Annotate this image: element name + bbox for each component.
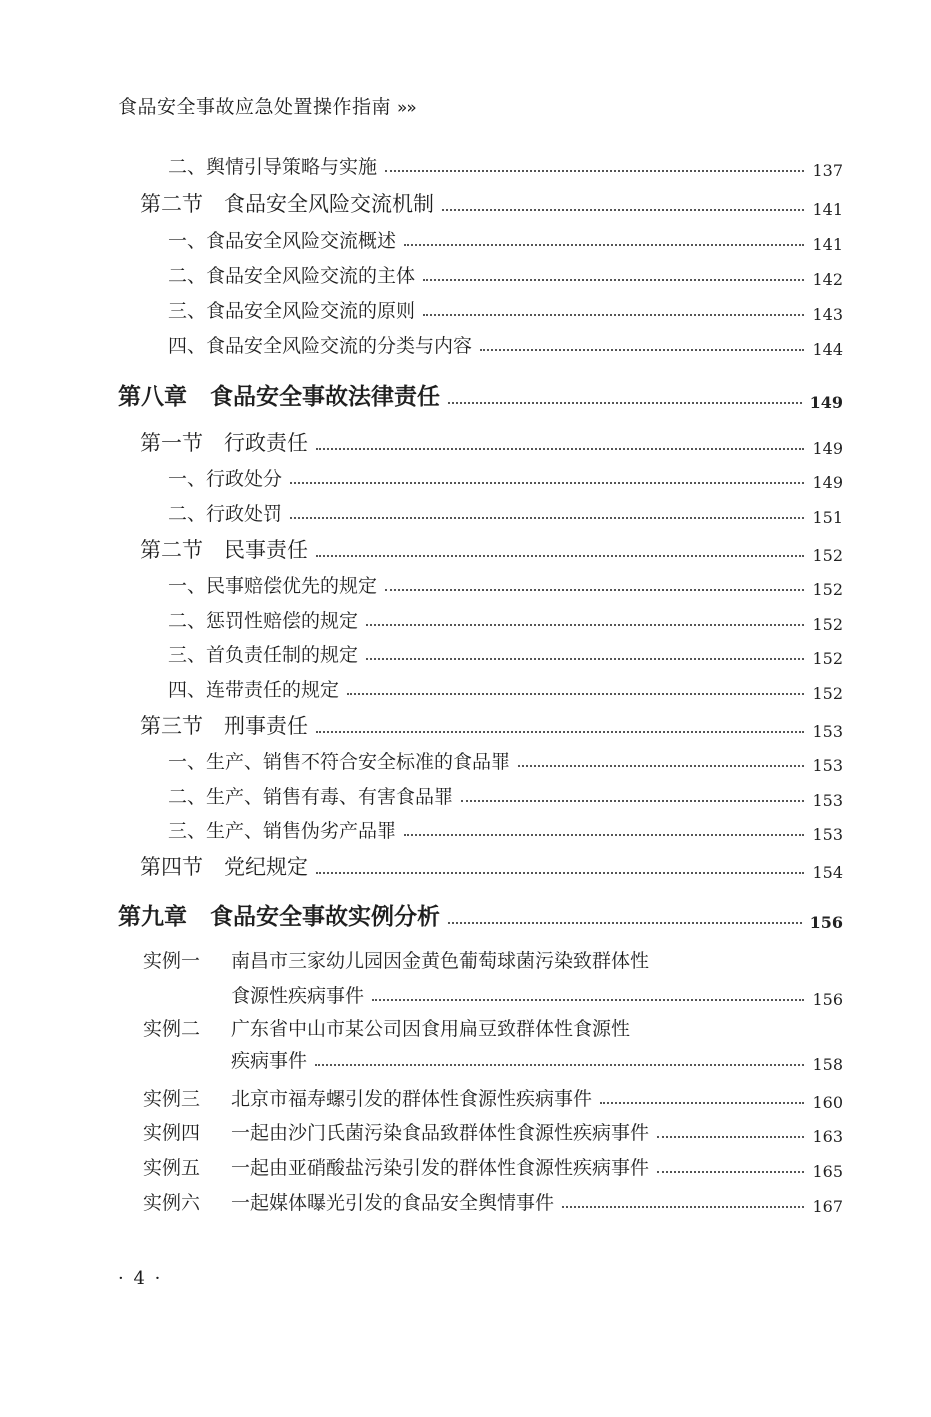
- case-title-line: 一起媒体曝光引发的食品安全舆情事件: [231, 1192, 555, 1214]
- toc-entry-label: 四、连带责任的规定: [168, 679, 340, 701]
- toc-entry-label: 三、首负责任制的规定: [168, 644, 359, 666]
- dot-leader: [316, 872, 804, 874]
- toc-entry-page: 143: [812, 305, 843, 324]
- toc-section-label: 第二节 食品安全风险交流机制: [140, 192, 434, 216]
- dot-leader: [442, 209, 804, 211]
- dot-leader: [385, 589, 804, 591]
- page-number: · 4 ·: [118, 1268, 163, 1289]
- toc-case-page: 165: [812, 1162, 843, 1181]
- dot-leader: [316, 555, 804, 557]
- toc-entry[interactable]: [168, 782, 843, 809]
- dot-leader: [290, 517, 804, 519]
- toc-entry-page: 152: [812, 615, 843, 634]
- case-title-line: 一起由沙门氏菌污染食品致群体性食源性疾病事件: [231, 1122, 650, 1144]
- dot-leader: [372, 999, 804, 1001]
- toc-entry-page: 137: [812, 161, 843, 180]
- toc-section[interactable]: [140, 534, 843, 564]
- toc-entry-label: 一、行政处分: [168, 468, 283, 490]
- dot-leader: [448, 922, 802, 924]
- case-title-line: 疾病事件: [231, 1050, 308, 1072]
- dot-leader: [315, 1064, 804, 1066]
- dot-leader: [657, 1136, 804, 1138]
- toc-entry-page: 151: [812, 508, 843, 527]
- case-id: 实例三: [143, 1088, 201, 1110]
- toc-case-page: 167: [812, 1197, 843, 1216]
- case-title-line: 食源性疾病事件: [231, 985, 365, 1007]
- toc-entry-page: 152: [812, 684, 843, 703]
- toc-chapter-label: 第八章 食品安全事故法律责任: [118, 384, 440, 410]
- toc-entry[interactable]: [168, 226, 843, 253]
- toc-case[interactable]: [231, 1084, 843, 1111]
- toc-section[interactable]: [140, 188, 843, 218]
- toc-entry-label: 一、民事赔偿优先的规定: [168, 575, 378, 597]
- case-title-line: 北京市福寿螺引发的群体性食源性疾病事件: [231, 1088, 593, 1110]
- dot-leader: [385, 170, 804, 172]
- toc-entry[interactable]: [168, 747, 843, 774]
- toc-section-page: 152: [812, 546, 843, 565]
- toc-entry[interactable]: [168, 152, 843, 179]
- dot-leader: [480, 349, 804, 351]
- toc-chapter-page: 149: [809, 393, 843, 412]
- toc-entry[interactable]: [168, 571, 843, 598]
- toc-case-page: 163: [812, 1127, 843, 1146]
- toc-entry-page: 152: [812, 580, 843, 599]
- toc-entry-label: 一、食品安全风险交流概述: [168, 230, 397, 252]
- toc-entry-label: 一、生产、销售不符合安全标准的食品罪: [168, 751, 511, 773]
- toc-case[interactable]: [231, 1153, 843, 1180]
- toc-entry-label: 四、食品安全风险交流的分类与内容: [168, 335, 473, 357]
- chevrons-icon: »»: [397, 98, 416, 118]
- toc-entry-page: 153: [812, 825, 843, 844]
- toc-chapter-page: 156: [809, 913, 843, 932]
- toc-section-label: 第一节 行政责任: [140, 431, 308, 455]
- toc-section-page: 154: [812, 863, 843, 882]
- toc-entry[interactable]: [168, 296, 843, 323]
- toc-entry[interactable]: [168, 640, 843, 667]
- dot-leader: [657, 1171, 804, 1173]
- toc-entry[interactable]: [168, 331, 843, 358]
- dot-leader: [366, 658, 804, 660]
- toc-entry-label: 三、食品安全风险交流的原则: [168, 300, 416, 322]
- case-id: 实例四: [143, 1122, 201, 1144]
- toc-entry-page: 144: [812, 340, 843, 359]
- dot-leader: [316, 731, 804, 733]
- toc-entry-label: 二、食品安全风险交流的主体: [168, 265, 416, 287]
- toc-case-page: 156: [812, 990, 843, 1009]
- dot-leader: [600, 1102, 804, 1104]
- toc-entry-page: 142: [812, 270, 843, 289]
- toc-case[interactable]: [231, 1188, 843, 1215]
- toc-section-label: 第二节 民事责任: [140, 538, 308, 562]
- toc-case-page: 158: [812, 1055, 843, 1074]
- toc-entry-page: 152: [812, 649, 843, 668]
- running-header: [118, 92, 416, 119]
- dot-leader: [404, 834, 804, 836]
- toc-entry[interactable]: [168, 816, 843, 843]
- dot-leader: [366, 624, 804, 626]
- dot-leader: [290, 482, 804, 484]
- book-title: 食品安全事故应急处置操作指南: [118, 96, 392, 118]
- toc-entry-label: 二、舆情引导策略与实施: [168, 156, 378, 178]
- toc-section-label: 第四节 党纪规定: [140, 855, 308, 879]
- case-title-line: 一起由亚硝酸盐污染引发的群体性食源性疾病事件: [231, 1157, 650, 1179]
- toc-entry-page: 149: [812, 473, 843, 492]
- dot-leader: [448, 402, 802, 404]
- toc-entry-label: 三、生产、销售伪劣产品罪: [168, 820, 397, 842]
- toc-case[interactable]: [231, 1046, 843, 1073]
- case-title-line[interactable]: 广东省中山市某公司因食用扁豆致群体性食源性: [231, 1018, 631, 1040]
- dot-leader: [404, 244, 804, 246]
- case-id: 实例五: [143, 1157, 201, 1179]
- dot-leader: [347, 693, 804, 695]
- toc-case[interactable]: [231, 1118, 843, 1145]
- toc-section-page: 149: [812, 439, 843, 458]
- case-id: 实例一: [143, 950, 201, 972]
- toc-section-page: 153: [812, 722, 843, 741]
- toc-section-page: 141: [812, 200, 843, 219]
- toc-chapter-label: 第九章 食品安全事故实例分析: [118, 904, 440, 930]
- toc-entry-page: 141: [812, 235, 843, 254]
- toc-chapter[interactable]: [118, 378, 843, 411]
- toc-entry[interactable]: [168, 675, 843, 702]
- dot-leader: [423, 279, 804, 281]
- dot-leader: [316, 448, 804, 450]
- dot-leader: [518, 765, 804, 767]
- toc-entry-label: 二、惩罚性赔偿的规定: [168, 610, 359, 632]
- toc-case[interactable]: [231, 981, 843, 1008]
- toc-section[interactable]: [140, 710, 843, 740]
- toc-entry[interactable]: [168, 261, 843, 288]
- toc-entry-page: 153: [812, 791, 843, 810]
- dot-leader: [461, 800, 804, 802]
- case-id: 实例六: [143, 1192, 201, 1214]
- toc-entry[interactable]: [168, 499, 843, 526]
- toc-section-label: 第三节 刑事责任: [140, 714, 308, 738]
- toc-entry-label: 二、行政处罚: [168, 503, 283, 525]
- case-id: 实例二: [143, 1018, 201, 1040]
- toc-entry-page: 153: [812, 756, 843, 775]
- toc-section[interactable]: [140, 427, 843, 457]
- toc-chapter[interactable]: [118, 898, 843, 931]
- toc-entry-label: 二、生产、销售有毒、有害食品罪: [168, 786, 454, 808]
- toc-entry[interactable]: [168, 606, 843, 633]
- toc-entry[interactable]: [168, 464, 843, 491]
- toc-case-page: 160: [812, 1093, 843, 1112]
- dot-leader: [423, 314, 804, 316]
- case-title-line[interactable]: 南昌市三家幼儿园因金黄色葡萄球菌污染致群体性: [231, 950, 650, 972]
- toc-section[interactable]: [140, 851, 843, 881]
- dot-leader: [562, 1206, 804, 1208]
